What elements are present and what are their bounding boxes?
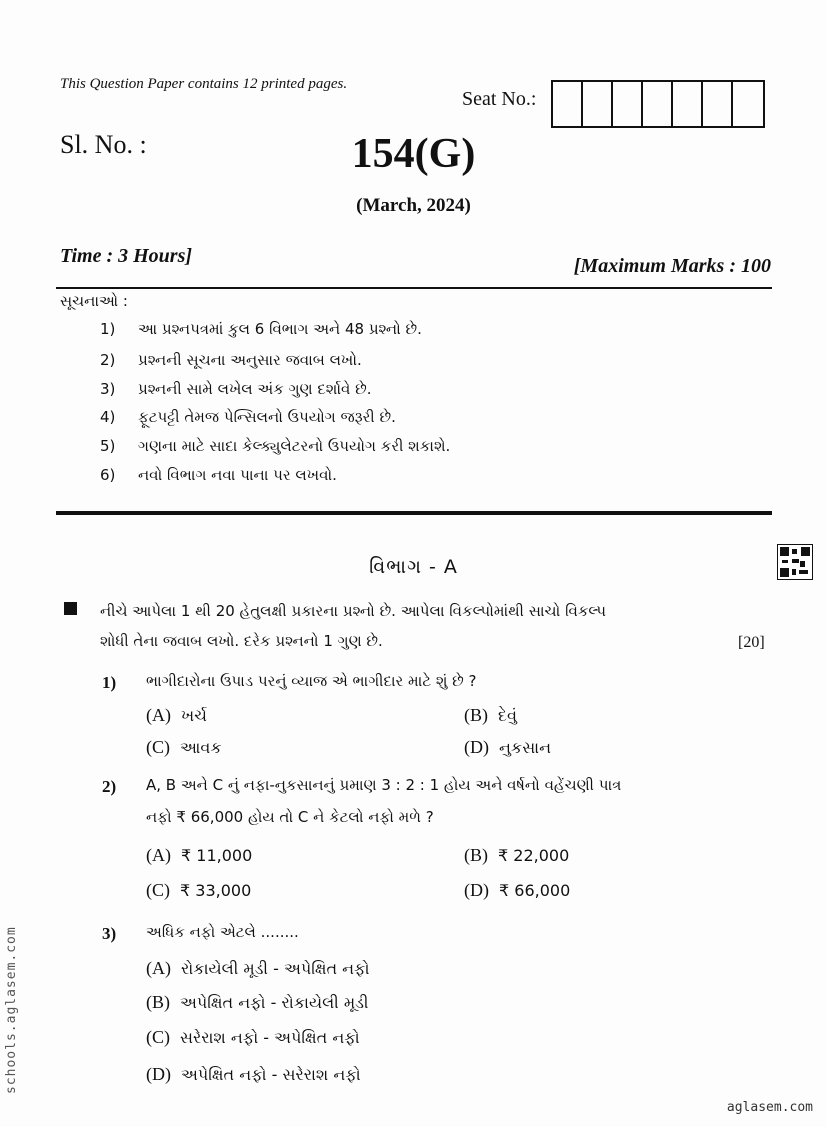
seat-digit-box [583, 82, 613, 126]
option-c [146, 880, 251, 901]
seat-number-label: Seat No.: [462, 88, 537, 110]
instruction-item [100, 351, 362, 369]
option-text: ₹ 33,000 [180, 881, 252, 900]
section-direction-line: શોધી તેના જવાબ લખો. દરેક પ્રશ્નનો 1 ગુણ છે. [100, 632, 383, 650]
option-text: ₹ 11,000 [181, 846, 253, 865]
paper-code: 154(G) [351, 131, 476, 177]
option-label: (B) [464, 705, 488, 725]
option-text: ખર્ચ [181, 706, 207, 725]
instruction-text: ગણના માટે સાદા કેલ્ક્યુલેટરનો ઉપયોગ કરી શકાશે. [138, 437, 451, 455]
question-text: અધિક નફો એટલે ........ [146, 923, 299, 941]
question-text: A, B અને C નું નફા-નુકસાનનું પ્રમાણ 3 : 2 : 1 હોય અને વર્ષનો વહેંચણી પાત્ર [146, 776, 622, 794]
instruction-number: 1) [100, 320, 116, 338]
question-number: 1) [102, 673, 117, 692]
instruction-number: 2) [100, 351, 116, 369]
instruction-item [100, 320, 422, 338]
option-a [146, 705, 207, 726]
option-a [146, 958, 370, 979]
instruction-text: નવો વિભાગ નવા પાના પર લખવો. [138, 466, 337, 484]
seat-digit-box [673, 82, 703, 126]
option-text: અપેક્ષિત નફો - સરેરાશ નફો [181, 1065, 361, 1084]
option-text: આવક [180, 738, 222, 757]
instruction-text: પ્રશ્નની સૂચના અનુસાર જવાબ લખો. [138, 351, 362, 369]
section-direction-line: નીચે આપેલા 1 થી 20 હેતુલક્ષી પ્રકારના પ્રશ્નો છે. આપેલા વિકલ્પોમાંથી સાચો વિકલ્પ [100, 602, 606, 620]
question-text: ભાગીદારોના ઉપાડ પરનું વ્યાજ એ ભાગીદાર માટે શું છે ? [146, 672, 477, 690]
footer-watermark: aglasem.com [726, 1100, 813, 1115]
instructions-divider [56, 511, 772, 515]
serial-number-label: Sl. No. : [60, 130, 147, 159]
instruction-item [100, 466, 337, 484]
header-divider [56, 287, 772, 289]
instructions-title: સૂચનાઓ : [60, 292, 128, 310]
option-text: નુકસાન [499, 738, 552, 757]
seat-digit-box [643, 82, 673, 126]
question-number: 2) [102, 777, 117, 796]
option-a [146, 845, 252, 866]
option-d [464, 737, 551, 758]
option-d [146, 1064, 361, 1085]
time-allowed: Time : 3 Hours] [60, 245, 193, 267]
exam-session: (March, 2024) [356, 195, 471, 216]
instruction-number: 4) [100, 408, 116, 426]
maximum-marks: [Maximum Marks : 100 [573, 255, 771, 277]
section-total-marks: [20] [738, 634, 765, 651]
option-label: (A) [146, 845, 171, 865]
option-c [146, 737, 222, 758]
section-title: વિભાગ - A [369, 556, 458, 578]
option-label: (B) [464, 845, 488, 865]
option-b [464, 845, 569, 866]
option-label: (C) [146, 880, 170, 900]
option-text: સરેરાશ નફો - અપેક્ષિત નફો [180, 1028, 360, 1047]
option-text: ₹ 22,000 [498, 846, 570, 865]
option-b [146, 992, 369, 1013]
option-text: દેવું [498, 706, 517, 725]
square-bullet-icon [64, 602, 77, 615]
instruction-number: 3) [100, 380, 116, 398]
option-text: ₹ 66,000 [499, 881, 571, 900]
instruction-text: આ પ્રશ્નપત્રમાં કુલ 6 વિભાગ અને 48 પ્રશ્નો છે. [138, 320, 422, 338]
instruction-item [100, 380, 372, 398]
printed-pages-note: This Question Paper contains 12 printed pages. [60, 76, 348, 92]
instruction-text: ફૂટપટ્ટી તેમજ પેન્સિલનો ઉપયોગ જરૂરી છે. [138, 408, 396, 426]
option-label: (D) [464, 737, 489, 757]
instruction-number: 5) [100, 437, 116, 455]
option-label: (A) [146, 705, 171, 725]
option-label: (D) [464, 880, 489, 900]
option-text: રોકાયેલી મૂડી - અપેક્ષિત નફો [181, 959, 370, 978]
option-b [464, 705, 517, 726]
seat-digit-box [553, 82, 583, 126]
seat-number-boxes [551, 80, 765, 128]
side-watermark: schools.aglasem.com [4, 926, 19, 1094]
option-label: (D) [146, 1064, 171, 1084]
question-number: 3) [102, 924, 117, 943]
instruction-text: પ્રશ્નની સામે લખેલ અંક ગુણ દર્શાવે છે. [138, 380, 372, 398]
instruction-item [100, 408, 396, 426]
seat-digit-box [733, 82, 763, 126]
instruction-item [100, 437, 450, 455]
option-label: (C) [146, 737, 170, 757]
option-c [146, 1027, 360, 1048]
question-text: નફો ₹ 66,000 હોય તો C ને કેટલો નફો મળે ? [146, 808, 434, 826]
option-d [464, 880, 570, 901]
option-label: (C) [146, 1027, 170, 1047]
option-text: અપેક્ષિત નફો - રોકાયેલી મૂડી [180, 993, 369, 1012]
instruction-number: 6) [100, 466, 116, 484]
seat-digit-box [703, 82, 733, 126]
option-label: (B) [146, 992, 170, 1012]
option-label: (A) [146, 958, 171, 978]
seat-digit-box [613, 82, 643, 126]
